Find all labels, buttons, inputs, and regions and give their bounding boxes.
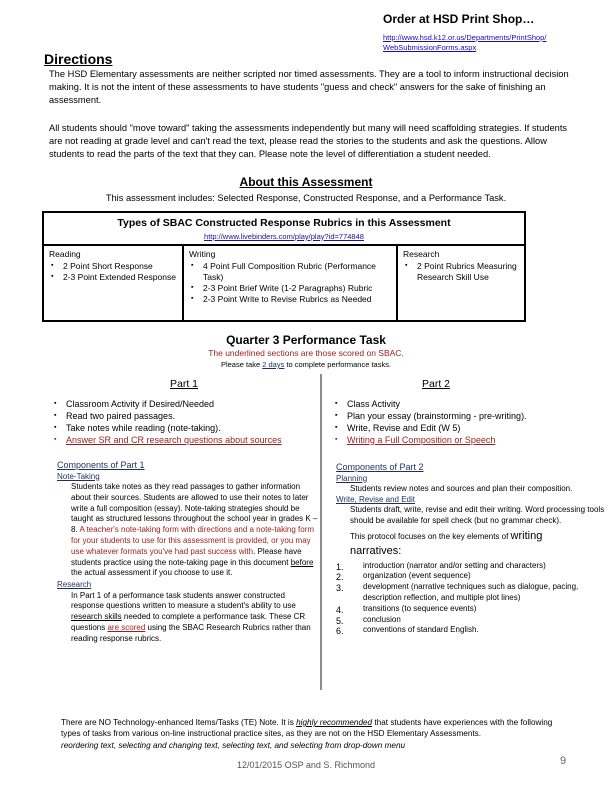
scored-note: The underlined sections are those scored on SBAC.: [208, 348, 404, 358]
part2-item-scored: ▪ Writing a Full Composition or Speech: [333, 435, 608, 447]
part2-item: ▪ Write, Revise and Edit (W 5): [333, 423, 608, 435]
about-heading: About this Assessment: [239, 175, 373, 189]
research-text: needed to complete a performance task. These CR questions: [71, 612, 306, 633]
highly-recommended-emphasis: highly recommended: [296, 718, 373, 727]
narrative-element: [336, 571, 608, 582]
note-taking-heading: Note-Taking: [57, 471, 100, 481]
narrative-element-number: 3.: [336, 583, 344, 594]
rubric-item: ▪ 2-3 Point Extended Response: [49, 272, 177, 283]
rubric-column-heading: Research: [403, 249, 440, 259]
directions-paragraph-2: All students should "move toward" taking the assessments independently but many will need scaffolding strategies. If students are not reading at grade level and can't read the text, please read the stories to the students and ask the questions. Allow students to read the parts of the text that they can. Please note the level of differentiation a student needed.: [49, 123, 568, 159]
print-shop-link-line1: http://www.hsd.k12.or.us/Departments/PrintShop/: [383, 33, 547, 42]
rubrics-table-header: [44, 213, 524, 246]
rubric-column-heading: Writing: [189, 249, 216, 259]
footer-credit: 12/01/2015 OSP and S. Richmond: [237, 760, 375, 770]
days-prefix: Please take: [220, 360, 263, 369]
research-body: [57, 591, 319, 645]
note-taking-text: . Please have students practice using the note-taking page in this document: [71, 546, 302, 567]
narrative-element-text: organization (event sequence): [363, 571, 471, 581]
part2-item: ▪ Plan your essay (brainstorming - pre-writing).: [333, 411, 608, 423]
narrative-element-number: 6.: [336, 626, 344, 637]
part2-item: ▪ Class Activity: [333, 399, 608, 411]
part2-heading: Part 2: [422, 378, 451, 390]
narrative-element-text: conclusion: [363, 614, 401, 624]
part2-components: [336, 462, 608, 636]
rubric-item: ▪ 4 Point Full Composition Rubric (Performance Task): [189, 261, 391, 283]
protocol-writing: writing: [510, 529, 543, 542]
directions-heading: Directions: [44, 51, 113, 67]
print-shop-link-line2: WebSubmissionForms.aspx: [383, 43, 477, 53]
narrative-element-text: introduction (narrator and/or setting and characters): [363, 560, 546, 570]
note-taking-text: the actual assessment if you choose to use it.: [71, 568, 233, 578]
note-taking-text: Students take notes as they read passages to gather information about their sources. Students are allowed to use their notes to later write a full composition (essay). Note-taking strategies should be taught as structured lessons throughout the school year in grades K – 8.: [71, 482, 318, 535]
print-shop-link[interactable]: [383, 33, 611, 53]
column-divider: [320, 374, 322, 690]
narrative-element: [336, 561, 608, 572]
rubric-item: ▪ 2-3 Point Write to Revise Rubrics as Needed: [189, 294, 391, 305]
part2-components-heading: Components of Part 2: [336, 462, 424, 472]
page-number: 9: [560, 755, 567, 767]
planning-heading: Planning: [336, 473, 368, 483]
narrative-element-text: development (narrative techniques such as dialogue, pacing, description reflection, and multiple plot lines): [363, 582, 579, 602]
note-taking-form-text: A teacher's note-taking form with directions and a note-taking form for your students to use for this assessment is provided, or you may use whatever formats you've had past success with: [71, 525, 314, 556]
narrative-element-text: transitions (to sequence events): [363, 603, 477, 613]
part2-list: [333, 399, 608, 447]
planning-body: Students review notes and sources and plan their composition.: [350, 484, 573, 494]
narrative-element: [336, 582, 608, 604]
write-revise-edit-body: Students draft, write, revise and edit their writing. Word processing tools should be available for spell check (but no grammar check).: [350, 505, 605, 526]
task-types-list: reordering text, selecting and changing text, selecting text, and selecting from drop-down menu: [61, 740, 406, 750]
narrative-element: [336, 625, 608, 636]
narrative-element-number: 4.: [336, 604, 344, 615]
technology-note-text: There are NO Technology-enhanced Items/Tasks (TE) Note. It is: [61, 718, 297, 727]
protocol-lead: This protocol focuses on the key elements of: [350, 531, 511, 541]
directions-paragraph-1: The HSD Elementary assessments are neither scripted nor timed assessments. They are a tool to inform instructional decision making. It is not the intent of these assessments to have students "guess and check" answers for the sake of finishing an assessment.: [49, 69, 569, 105]
narrative-element: [336, 604, 608, 615]
days-value: 2 days: [262, 360, 285, 369]
rubrics-link[interactable]: http://www.livebinders.com/play/play?id=774848: [204, 231, 364, 241]
about-subtitle: This assessment includes: Selected Response, Constructed Response, and a Performance Task.: [105, 193, 507, 203]
note-taking-body: [57, 482, 319, 579]
narrative-element-text: conventions of standard English.: [363, 625, 479, 635]
part1-item: ▪ Classroom Activity if Desired/Needed: [52, 399, 320, 411]
are-scored-emphasis: are scored: [107, 623, 146, 633]
rubric-column-writing: [182, 246, 396, 320]
technology-note: [61, 717, 561, 751]
research-text: using the SBAC Research Rubrics rather than reading response rubrics.: [71, 623, 311, 643]
rubrics-table: [42, 211, 526, 322]
rubric-item: ▪ 2 Point Short Response: [49, 261, 177, 272]
narrative-elements-list: [336, 561, 608, 637]
write-revise-edit-heading: Write, Revise and Edit: [336, 494, 415, 504]
research-skills-emphasis: research skills: [71, 612, 122, 622]
days-note: [0, 360, 612, 370]
rubric-column-research: [396, 246, 524, 320]
part1-heading: Part 1: [170, 378, 199, 390]
part1-item: ▪ Read two paired passages.: [52, 411, 320, 423]
narrative-element: [336, 615, 608, 626]
narrative-element-number: 2.: [336, 572, 344, 583]
protocol-text: [336, 529, 608, 559]
part1-components-heading: Components of Part 1: [57, 460, 145, 470]
part1-item: ▪ Take notes while reading (note-taking).: [52, 423, 320, 435]
part1-components: [57, 460, 319, 645]
part1-item-scored: ▪ Answer SR and CR research questions about sources: [52, 435, 320, 447]
research-heading: Research: [57, 580, 92, 590]
rubric-item: ▪ 2 Point Rubrics Measuring Research Skill Use: [403, 261, 519, 283]
rubric-column-heading: Reading: [49, 249, 81, 259]
performance-task-heading: Quarter 3 Performance Task: [226, 333, 386, 347]
protocol-narratives: narratives:: [350, 544, 402, 557]
technology-note-text: that students have experiences with the following types of tasks from various on-line instructional practice sites, as they are not on the HSD Elementary Assessments.: [61, 718, 553, 739]
research-text: In Part 1 of a performance task students answer constructed response questions written to measure a student's ability to use: [71, 590, 296, 611]
rubric-column-reading: [44, 246, 182, 320]
narrative-element-number: 5.: [336, 615, 344, 626]
days-suffix: to complete performance tasks.: [284, 360, 392, 369]
print-shop-title: Order at HSD Print Shop…: [383, 12, 535, 26]
before-emphasis: before: [290, 557, 314, 567]
rubrics-table-title: Types of SBAC Constructed Response Rubrics in this Assessment: [117, 217, 451, 229]
narrative-element-number: 1.: [336, 561, 344, 572]
part1-list: [52, 399, 320, 447]
rubric-item: ▪ 2-3 Point Brief Write (1-2 Paragraphs) Rubric: [189, 283, 391, 294]
